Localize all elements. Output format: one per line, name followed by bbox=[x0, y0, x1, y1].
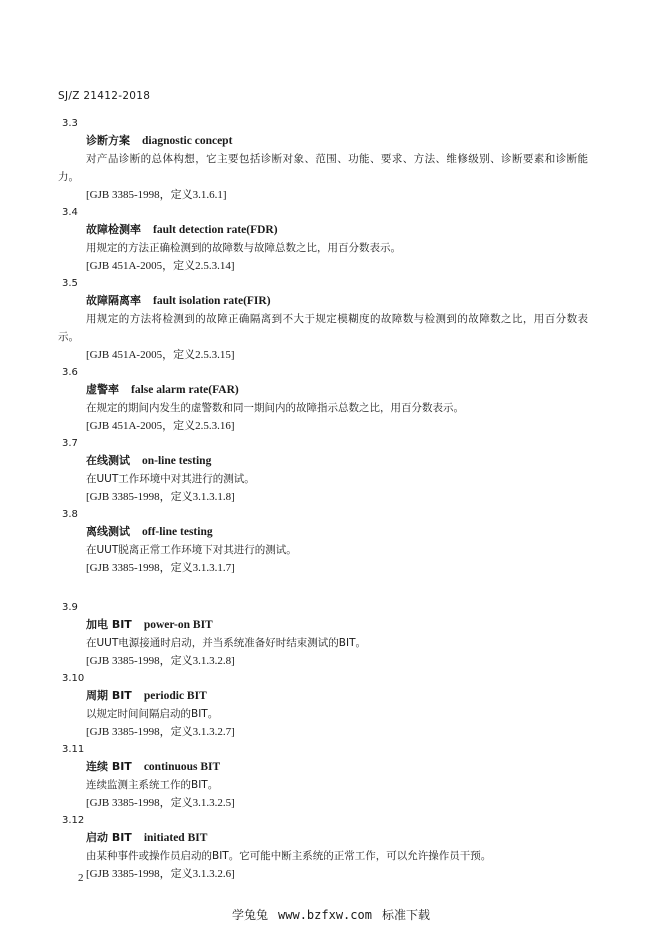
clause-number: 3.5 bbox=[62, 278, 78, 289]
term-chinese: 启动 BIT bbox=[86, 831, 132, 844]
clause-number: 3.10 bbox=[62, 673, 85, 684]
term-source: [GJB 451A-2005，定义2.5.3.14] bbox=[86, 260, 235, 272]
term-english: fault isolation rate(FIR) bbox=[153, 295, 271, 307]
term-entry-3-3 bbox=[0, 115, 662, 204]
term-english: continuous BIT bbox=[143, 761, 221, 773]
term-definition: 在UUT脱离正常工作环境下对其进行的测试。 bbox=[86, 544, 297, 556]
term-english: power-on BIT bbox=[143, 619, 213, 631]
term-definition: 连续监测主系统工作的BIT。 bbox=[86, 779, 219, 791]
term-english: off-line testing bbox=[142, 526, 213, 538]
term-entry-3-5 bbox=[0, 275, 662, 364]
term-entry-3-8 bbox=[0, 506, 662, 577]
clause-number: 3.8 bbox=[62, 509, 78, 520]
term-source: [GJB 3385-1998，定义3.1.3.2.6] bbox=[86, 868, 235, 880]
standard-number: SJ/Z 21412-2018 bbox=[58, 90, 151, 102]
term-english: initiated BIT bbox=[143, 832, 208, 844]
term-heading bbox=[86, 381, 662, 399]
term-chinese: 故障隔离率 bbox=[86, 294, 141, 307]
term-definition: 用规定的方法正确检测到的故障数与故障总数之比，用百分数表示。 bbox=[86, 242, 401, 254]
term-chinese: 故障检测率 bbox=[86, 223, 141, 236]
term-english: periodic BIT bbox=[143, 690, 207, 702]
term-definition: 用规定的方法将检测到的故障正确隔离到不大于规定模糊度的故障数与检测到的故障数之比，用百分数表示。 bbox=[58, 313, 588, 343]
term-definition: 以规定时间间隔启动的BIT。 bbox=[86, 708, 219, 720]
term-definition: 由某种事件或操作员启动的BIT。它可能中断主系统的正常工作，可以允许操作员干预。 bbox=[86, 850, 492, 862]
clause-number: 3.7 bbox=[62, 438, 78, 449]
term-entry-3-4 bbox=[0, 204, 662, 275]
term-entry-3-10 bbox=[0, 670, 662, 741]
clause-number: 3.12 bbox=[62, 815, 85, 826]
term-heading bbox=[86, 221, 662, 239]
term-definitions-list bbox=[0, 115, 662, 883]
term-source: [GJB 3385-1998，定义3.1.3.2.7] bbox=[86, 726, 235, 738]
term-heading bbox=[86, 523, 662, 541]
term-chinese: 在线测试 bbox=[86, 454, 130, 467]
term-source: [GJB 3385-1998，定义3.1.3.2.5] bbox=[86, 797, 235, 809]
term-heading bbox=[86, 616, 662, 634]
clause-number: 3.6 bbox=[62, 367, 78, 378]
term-heading bbox=[86, 132, 662, 150]
term-definition: 在UUT工作环境中对其进行的测试。 bbox=[86, 473, 255, 485]
term-english: on-line testing bbox=[142, 455, 212, 467]
term-chinese: 周期 BIT bbox=[86, 689, 132, 702]
term-definition: 在UUT电源接通时启动，并当系统准备好时结束测试的BIT。 bbox=[86, 637, 366, 649]
term-source: [GJB 451A-2005，定义2.5.3.16] bbox=[86, 420, 235, 432]
clause-number: 3.3 bbox=[62, 118, 78, 129]
term-english: fault detection rate(FDR) bbox=[153, 224, 278, 236]
term-chinese: 连续 BIT bbox=[86, 760, 132, 773]
term-chinese: 加电 BIT bbox=[86, 618, 132, 631]
clause-number: 3.4 bbox=[62, 207, 78, 218]
term-source: [GJB 451A-2005，定义2.5.3.15] bbox=[86, 349, 235, 361]
footer-url-link[interactable]: www.bzfxw.com bbox=[278, 908, 372, 922]
term-heading bbox=[86, 452, 662, 470]
term-english: diagnostic concept bbox=[142, 135, 233, 147]
term-chinese: 诊断方案 bbox=[86, 134, 130, 147]
term-heading bbox=[86, 758, 662, 776]
term-chinese: 离线测试 bbox=[86, 525, 130, 538]
term-english: false alarm rate(FAR) bbox=[131, 384, 239, 396]
term-entry-3-9 bbox=[0, 599, 662, 670]
term-chinese: 虚警率 bbox=[86, 383, 119, 396]
term-source: [GJB 3385-1998，定义3.1.3.1.7] bbox=[86, 562, 235, 574]
term-source: [GJB 3385-1998，定义3.1.3.2.8] bbox=[86, 655, 235, 667]
clause-number: 3.9 bbox=[62, 602, 78, 613]
term-heading bbox=[86, 292, 662, 310]
clause-number: 3.11 bbox=[62, 744, 85, 755]
term-entry-3-6 bbox=[0, 364, 662, 435]
page-number: 2 bbox=[78, 872, 84, 884]
term-heading bbox=[86, 687, 662, 705]
term-entry-3-7 bbox=[0, 435, 662, 506]
footer-site-name: 学兔兔 bbox=[232, 908, 269, 922]
term-source: [GJB 3385-1998，定义3.1.3.1.8] bbox=[86, 491, 235, 503]
term-entry-3-12 bbox=[0, 812, 662, 883]
term-definition: 对产品诊断的总体构想，它主要包括诊断对象、范围、功能、要求、方法、维修级别、诊断要素和诊断能力。 bbox=[58, 153, 588, 183]
watermark-footer bbox=[0, 906, 662, 923]
term-source: [GJB 3385-1998，定义3.1.6.1] bbox=[86, 189, 227, 201]
term-heading bbox=[86, 829, 662, 847]
section-spacer bbox=[0, 577, 662, 599]
footer-tagline: 标准下载 bbox=[381, 908, 430, 922]
term-definition: 在规定的期间内发生的虚警数和同一期间内的故障指示总数之比，用百分数表示。 bbox=[86, 402, 464, 414]
term-entry-3-11 bbox=[0, 741, 662, 812]
